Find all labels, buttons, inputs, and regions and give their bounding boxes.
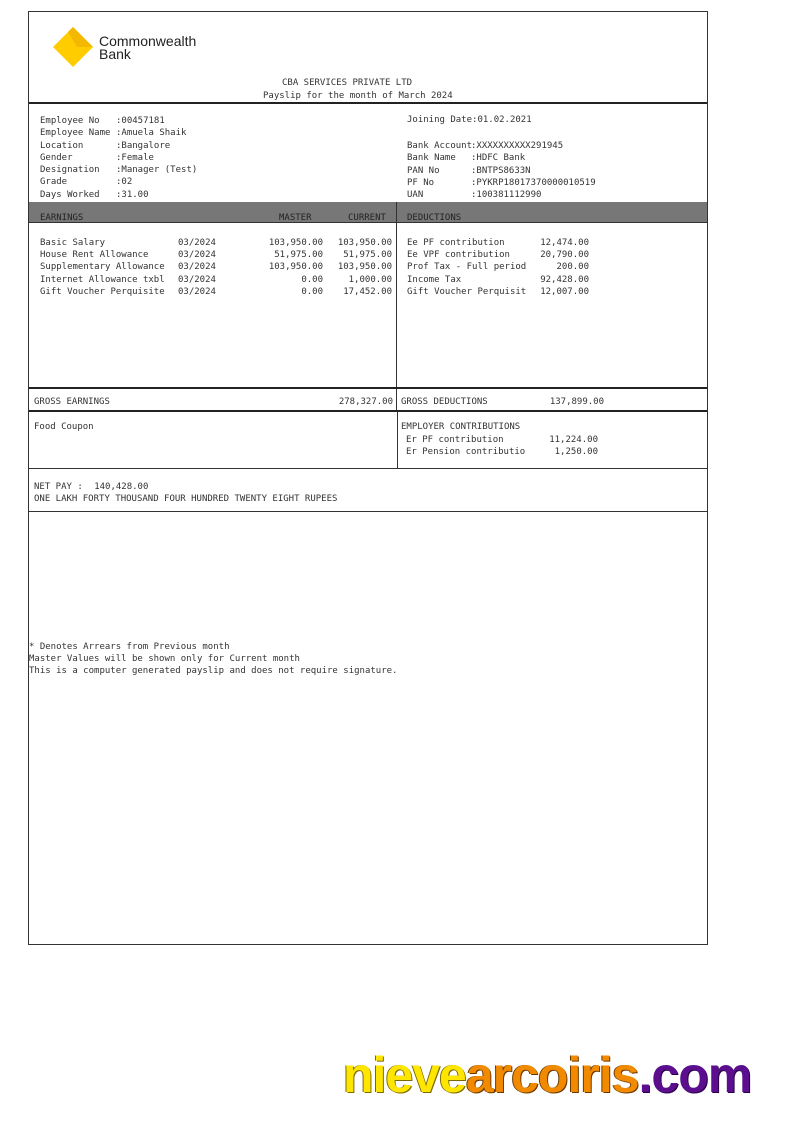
- bank-value: :XXXXXXXXXX291945: [471, 141, 564, 151]
- header-divider: [29, 102, 707, 104]
- watermark-part3: .com: [638, 1047, 752, 1103]
- earning-master: 103,950.00: [268, 262, 323, 273]
- earning-name: Basic Salary: [40, 238, 106, 248]
- deduction-amount: 200.00: [556, 262, 589, 273]
- bank-row: [407, 165, 596, 177]
- joining-date: Joining Date:01.02.2021: [407, 115, 532, 125]
- net-pay-line: [34, 482, 148, 492]
- earnings-row: [40, 237, 392, 249]
- earnings-deductions-divider: [396, 202, 397, 411]
- bank-label: Bank Name: [407, 153, 456, 164]
- employee-label: Location: [40, 140, 84, 151]
- bank-value: :BNTPS8633N: [471, 165, 531, 176]
- employee-value: :Amuela Shaik: [116, 128, 187, 139]
- net-pay-label: NET PAY :: [34, 482, 83, 492]
- earning-name: Supplementary Allowance: [40, 262, 165, 273]
- employee-label: Grade: [40, 177, 68, 188]
- bank-name-line2: Bank: [99, 46, 131, 62]
- earning-period: 03/2024: [178, 262, 216, 273]
- earning-current: 103,950.00: [337, 238, 392, 248]
- contrib-bottom-divider: [29, 468, 707, 469]
- footnote: This is a computer generated payslip and does not require signature.: [29, 666, 398, 677]
- bank-logo: [52, 26, 94, 71]
- gross-deductions-value: 137,899.00: [549, 397, 604, 407]
- bank-row: [407, 152, 596, 164]
- earnings-row: [40, 261, 392, 273]
- employee-row: [40, 140, 197, 152]
- deduction-row: [407, 286, 589, 298]
- employee-label: Employee No: [40, 116, 100, 126]
- employee-row: [40, 189, 197, 201]
- employee-value: :Bangalore: [116, 140, 171, 151]
- commonwealth-diamond-icon: [52, 26, 94, 68]
- deduction-amount: 92,428.00: [540, 274, 589, 285]
- deduction-row: [407, 261, 589, 273]
- contribution-row: [406, 434, 598, 446]
- earnings-row: [40, 274, 392, 286]
- earning-master: 0.00: [301, 274, 323, 285]
- bank-label: PF No: [407, 177, 435, 188]
- deduction-row: [407, 237, 589, 249]
- contribution-name: Er PF contribution: [406, 435, 504, 445]
- employee-value: :31.00: [116, 189, 149, 200]
- food-coupon-label: Food Coupon: [34, 422, 94, 432]
- gross-earnings-value: 278,327.00: [338, 397, 393, 407]
- earning-current: 17,452.00: [343, 286, 392, 297]
- earning-period: 03/2024: [178, 250, 216, 261]
- deduction-amount: 12,474.00: [540, 238, 589, 248]
- earning-name: Gift Voucher Perquisite: [40, 286, 165, 297]
- employee-row: [40, 176, 197, 188]
- watermark-part2: arcoiris: [465, 1047, 639, 1103]
- master-header: MASTER: [279, 213, 312, 223]
- earnings-row: [40, 249, 392, 261]
- deduction-name: Income Tax: [407, 274, 462, 285]
- net-pay-words: ONE LAKH FORTY THOUSAND FOUR HUNDRED TWENTY EIGHT RUPEES: [34, 494, 338, 504]
- bank-label: Bank Account: [407, 141, 473, 151]
- company-name: CBA SERVICES PRIVATE LTD: [282, 78, 413, 88]
- deduction-amount: 20,790.00: [540, 250, 589, 261]
- earnings-table: [40, 237, 392, 298]
- bank-label: PAN No: [407, 165, 440, 176]
- earning-master: 51,975.00: [274, 250, 323, 261]
- earning-period: 03/2024: [178, 274, 216, 285]
- employee-row: [40, 115, 197, 127]
- current-header: CURRENT: [348, 213, 386, 223]
- footnote: Master Values will be shown only for Current month: [29, 654, 300, 665]
- netpay-bottom-divider: [29, 511, 707, 512]
- employee-label: Gender: [40, 152, 73, 163]
- employer-contributions-title: EMPLOYER CONTRIBUTIONS: [401, 422, 521, 432]
- footnote: * Denotes Arrears from Previous month: [29, 642, 230, 652]
- bank-row: [407, 140, 596, 152]
- earning-master: 103,950.00: [268, 238, 323, 248]
- earning-name: Internet Allowance txbl: [40, 274, 165, 285]
- deduction-name: Ee PF contribution: [407, 238, 505, 248]
- employee-row: [40, 152, 197, 164]
- deductions-table: [407, 237, 589, 298]
- earning-current: 51,975.00: [343, 250, 392, 261]
- gross-top-divider: [29, 387, 707, 389]
- bank-name-line1: Commonwealth: [99, 33, 197, 49]
- employee-row: [40, 164, 197, 176]
- bank-row: [407, 189, 596, 201]
- deduction-row: [407, 274, 589, 286]
- employee-value: :00457181: [116, 116, 165, 126]
- employee-info-left: [40, 115, 197, 201]
- contrib-divider: [397, 411, 398, 468]
- deduction-name: Ee VPF contribution: [407, 250, 510, 261]
- employee-value: :Manager (Test): [116, 165, 198, 176]
- deduction-name: Prof Tax - Full period: [407, 262, 527, 273]
- contribution-amount: 11,224.00: [549, 435, 598, 445]
- earning-name: House Rent Allowance: [40, 250, 149, 261]
- watermark-part1: nieve: [343, 1047, 466, 1103]
- earnings-row: [40, 286, 392, 298]
- employee-label: Designation: [40, 165, 100, 176]
- employee-value: :Female: [116, 152, 154, 163]
- earnings-header: EARNINGS: [40, 213, 84, 223]
- bank-label: UAN: [407, 190, 424, 201]
- employee-label: Days Worked: [40, 189, 100, 200]
- bank-value: :HDFC Bank: [471, 153, 526, 164]
- footnotes: [29, 641, 397, 678]
- employee-value: :02: [116, 177, 133, 188]
- earning-current: 1,000.00: [348, 274, 392, 285]
- employee-row: [40, 127, 197, 139]
- contribution-row: [406, 446, 598, 458]
- deduction-amount: 12,007.00: [540, 286, 589, 297]
- bank-row: [407, 177, 596, 189]
- employee-info-right: [407, 140, 596, 201]
- gross-bottom-divider: [29, 410, 707, 412]
- earning-current: 103,950.00: [337, 262, 392, 273]
- deduction-name: Gift Voucher Perquisit: [407, 286, 527, 297]
- gross-deductions-label: GROSS DEDUCTIONS: [401, 397, 488, 407]
- net-pay-value: 140,428.00: [94, 482, 149, 492]
- watermark: [343, 1046, 751, 1104]
- deduction-row: [407, 249, 589, 261]
- deductions-header: DEDUCTIONS: [407, 213, 462, 223]
- employer-contributions-table: [406, 434, 598, 458]
- contribution-amount: 1,250.00: [554, 447, 598, 458]
- earning-period: 03/2024: [178, 286, 216, 297]
- employee-label: Employee Name: [40, 128, 111, 139]
- bank-value: :100381112990: [471, 190, 542, 201]
- contribution-name: Er Pension contributio: [406, 447, 526, 458]
- earning-master: 0.00: [301, 286, 323, 297]
- payslip-title: Payslip for the month of March 2024: [263, 91, 453, 101]
- earning-period: 03/2024: [178, 238, 216, 248]
- gross-earnings-label: GROSS EARNINGS: [34, 397, 110, 407]
- bank-value: :PYKRP18017370000010519: [471, 177, 596, 188]
